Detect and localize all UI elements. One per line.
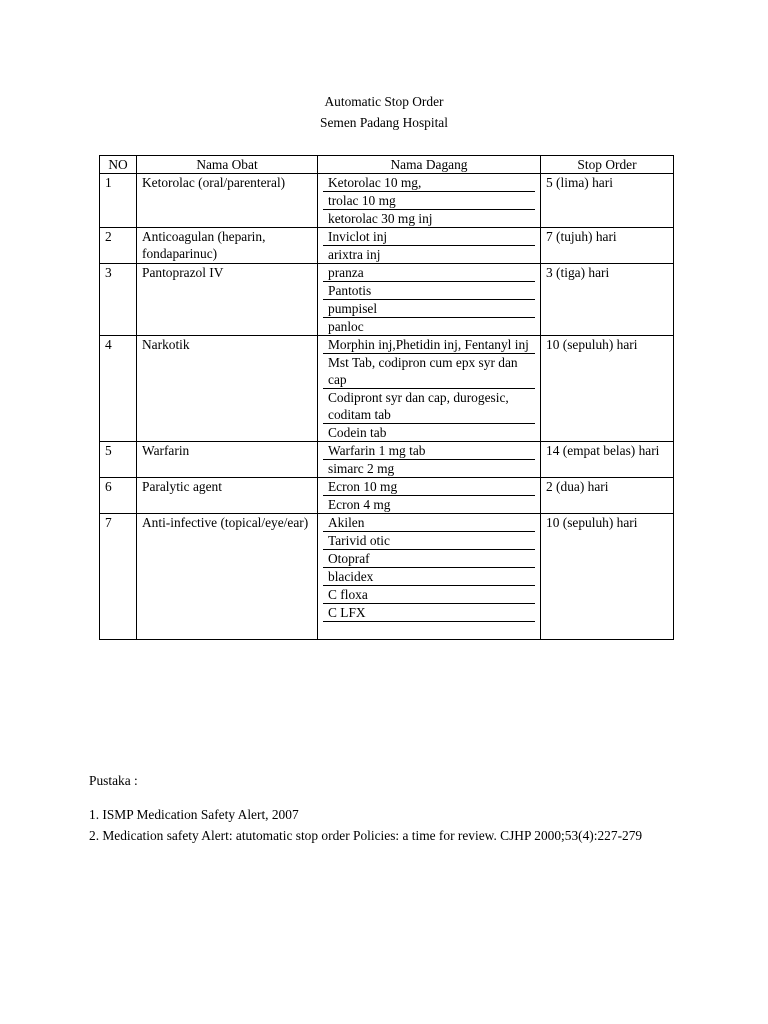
dagang-item: C floxa bbox=[323, 586, 535, 604]
row-stop-order: 10 (sepuluh) hari bbox=[541, 336, 674, 442]
dagang-item: trolac 10 mg bbox=[323, 192, 535, 210]
dagang-item: Tarivid otic bbox=[323, 532, 535, 550]
document-subtitle: Semen Padang Hospital bbox=[320, 115, 448, 130]
dagang-item: panloc bbox=[328, 319, 364, 334]
header-stop-order: Stop Order bbox=[541, 156, 674, 174]
row-nama-dagang bbox=[318, 264, 541, 336]
dagang-item: Morphin inj,Phetidin inj, Fentanyl inj bbox=[323, 336, 535, 354]
table-row bbox=[100, 336, 674, 442]
dagang-item: Warfarin 1 mg tab bbox=[323, 442, 535, 460]
dagang-item: C LFX bbox=[323, 604, 535, 622]
table-header-row bbox=[100, 156, 674, 174]
row-stop-order: 10 (sepuluh) hari bbox=[541, 514, 674, 640]
row-no: 1 bbox=[100, 174, 137, 228]
header-no: NO bbox=[100, 156, 137, 174]
row-nama-dagang bbox=[318, 174, 541, 228]
row-stop-order: 3 (tiga) hari bbox=[541, 264, 674, 336]
dagang-item: ketorolac 30 mg inj bbox=[328, 211, 433, 226]
row-nama-obat: Narkotik bbox=[137, 336, 318, 442]
dagang-item: Otopraf bbox=[323, 550, 535, 568]
dagang-item: blacidex bbox=[323, 568, 535, 586]
row-nama-obat: Paralytic agent bbox=[137, 478, 318, 514]
row-stop-order: 2 (dua) hari bbox=[541, 478, 674, 514]
row-nama-dagang bbox=[318, 228, 541, 264]
reference-item: 2. Medication safety Alert: atutomatic stop order Policies: a time for review. CJHP 2000;53(4):227-279 bbox=[89, 828, 643, 843]
row-no: 5 bbox=[100, 442, 137, 478]
header-nama-obat: Nama Obat bbox=[137, 156, 318, 174]
dagang-item: Ecron 4 mg bbox=[328, 497, 391, 512]
row-nama-dagang bbox=[318, 442, 541, 478]
dagang-item: arixtra inj bbox=[328, 247, 381, 262]
row-no: 3 bbox=[100, 264, 137, 336]
table-row bbox=[100, 478, 674, 514]
stop-order-table bbox=[99, 155, 674, 640]
table-row bbox=[100, 514, 674, 640]
dagang-item: Ketorolac 10 mg, bbox=[323, 174, 535, 192]
row-no: 6 bbox=[100, 478, 137, 514]
row-no: 7 bbox=[100, 514, 137, 640]
row-nama-dagang bbox=[318, 478, 541, 514]
dagang-item: Mst Tab, codipron cum epx syr dan cap bbox=[323, 354, 535, 389]
row-nama-obat: Pantoprazol IV bbox=[137, 264, 318, 336]
dagang-item: simarc 2 mg bbox=[328, 461, 395, 476]
table-row bbox=[100, 264, 674, 336]
row-stop-order: 5 (lima) hari bbox=[541, 174, 674, 228]
row-nama-dagang bbox=[318, 336, 541, 442]
row-nama-obat: Warfarin bbox=[137, 442, 318, 478]
table-row bbox=[100, 228, 674, 264]
dagang-item: Ecron 10 mg bbox=[323, 478, 535, 496]
row-no: 2 bbox=[100, 228, 137, 264]
dagang-item: Akilen bbox=[323, 514, 535, 532]
dagang-item: Pantotis bbox=[323, 282, 535, 300]
row-nama-dagang bbox=[318, 514, 541, 640]
document-title: Automatic Stop Order bbox=[324, 94, 444, 109]
row-stop-order: 14 (empat belas) hari bbox=[541, 442, 674, 478]
reference-item: 1. ISMP Medication Safety Alert, 2007 bbox=[89, 807, 299, 822]
row-nama-obat: Anticoagulan (heparin, fondaparinuc) bbox=[137, 228, 318, 264]
dagang-item: Codein tab bbox=[328, 425, 387, 440]
row-nama-obat: Anti-infective (topical/eye/ear) bbox=[137, 514, 318, 640]
table-row bbox=[100, 174, 674, 228]
references-heading: Pustaka : bbox=[89, 773, 138, 788]
dagang-item: Codipront syr dan cap, durogesic, coditam tab bbox=[323, 389, 535, 424]
dagang-item: pranza bbox=[323, 264, 535, 282]
table-row bbox=[100, 442, 674, 478]
header-nama-dagang: Nama Dagang bbox=[318, 156, 541, 174]
row-stop-order: 7 (tujuh) hari bbox=[541, 228, 674, 264]
row-nama-obat: Ketorolac (oral/parenteral) bbox=[137, 174, 318, 228]
dagang-item-empty bbox=[323, 622, 535, 639]
row-no: 4 bbox=[100, 336, 137, 442]
dagang-item: Inviclot inj bbox=[323, 228, 535, 246]
dagang-item: pumpisel bbox=[323, 300, 535, 318]
